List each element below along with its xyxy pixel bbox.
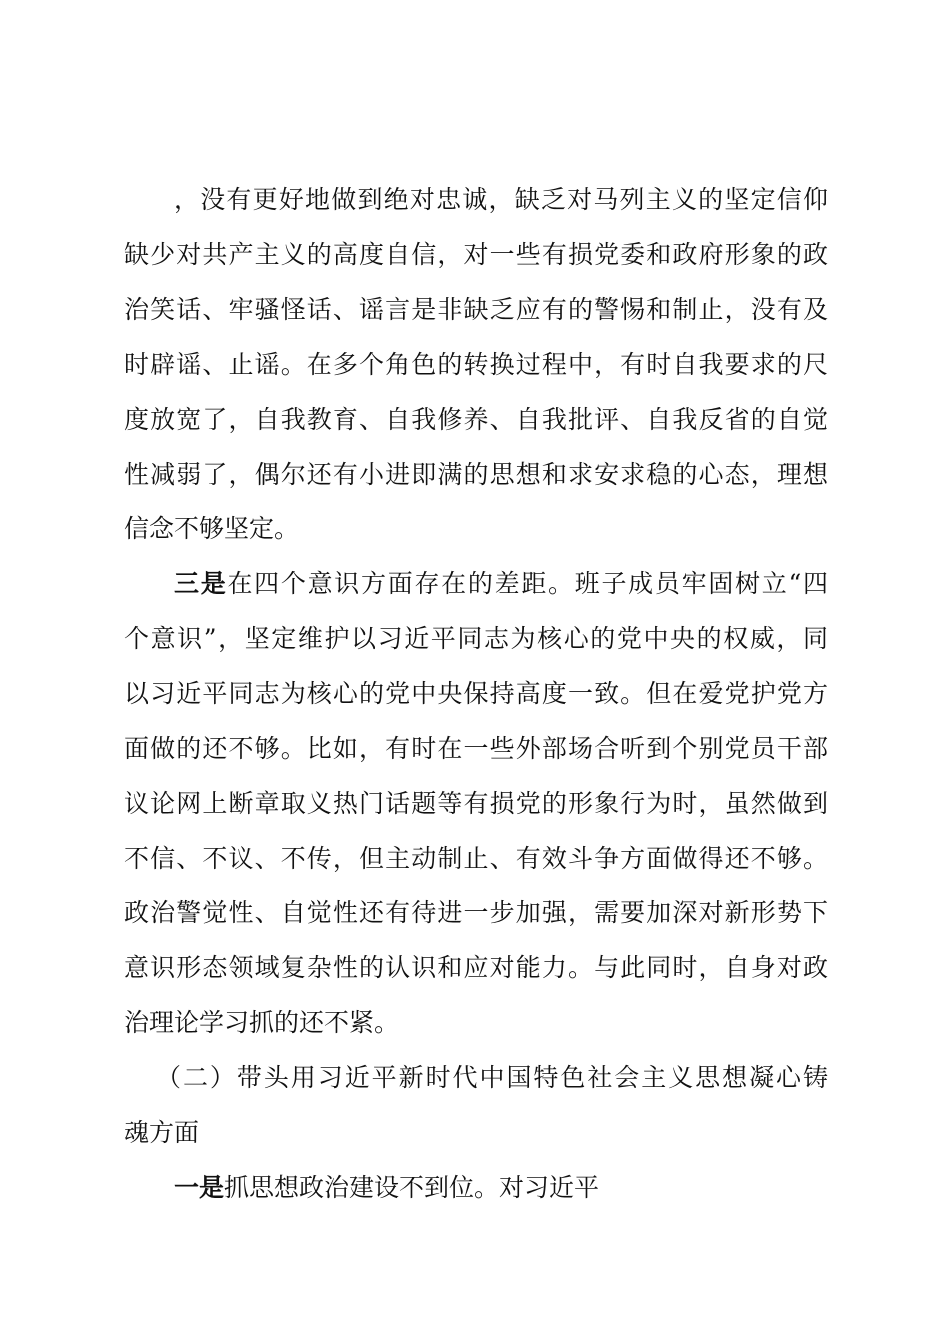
paragraph-line <box>124 839 828 879</box>
paragraph-line <box>124 455 828 495</box>
paragraph-line <box>124 619 828 659</box>
paragraph-line <box>124 345 828 385</box>
line-text: 性减弱了，偶尔还有小进即满的思想和求安求稳的心态，理想 <box>124 460 828 489</box>
heading-text: 魂方面 <box>124 1118 200 1147</box>
section-heading-line <box>124 1113 828 1153</box>
paragraph-line <box>174 564 828 604</box>
line-text: 议论网上断章取义热门话题等有损党的形象行为时，虽然做到 <box>124 789 828 818</box>
paragraph-line <box>124 509 828 549</box>
paragraph-line <box>124 1003 828 1043</box>
paragraph-line <box>124 290 828 330</box>
bold-lead: 一是 <box>174 1173 225 1202</box>
line-text: 在四个意识方面存在的差距。班子成员牢固树立“四 <box>227 569 828 598</box>
line-text: 以习近平同志为核心的党中央保持高度一致。但在爱党护党方 <box>124 679 828 708</box>
line-text: 治笑话、牢骚怪话、谣言是非缺乏应有的警惕和制止，没有及 <box>124 295 828 324</box>
line-text: 个意识”，坚定维护以习近平同志为核心的党中央的权威，同 <box>124 624 828 653</box>
paragraph-line <box>124 948 828 988</box>
line-text: 度放宽了，自我教育、自我修养、自我批评、自我反省的自觉 <box>124 405 828 434</box>
heading-text: （二）带头用习近平新时代中国特色社会主义思想凝心铸 <box>156 1063 828 1092</box>
line-text: 面做的还不够。比如，有时在一些外部场合听到个别党员干部 <box>124 734 828 763</box>
paragraph-line <box>124 784 828 824</box>
paragraph-line <box>124 235 828 275</box>
line-text: 不信、不议、不传，但主动制止、有效斗争方面做得还不够。 <box>124 844 828 873</box>
line-text: 抓思想政治建设不到位。对习近平 <box>224 1173 600 1202</box>
line-text: 信念不够坚定。 <box>124 514 300 543</box>
paragraph-line <box>124 893 828 933</box>
line-text: 政治警觉性、自觉性还有待进一步加强，需要加深对新形势下 <box>124 898 828 927</box>
paragraph-line <box>174 1168 828 1208</box>
line-text: 意识形态领域复杂性的认识和应对能力。与此同时，自身对政 <box>124 953 828 982</box>
paragraph-line <box>174 180 828 220</box>
section-heading-line <box>156 1058 828 1098</box>
bold-lead: 三是 <box>174 569 228 598</box>
paragraph-line <box>124 674 828 714</box>
paragraph-line <box>124 400 828 440</box>
paragraph-line <box>124 729 828 769</box>
line-text: 治理论学习抓的还不紧。 <box>124 1008 400 1037</box>
line-text: ，没有更好地做到绝对忠诚，缺乏对马列主义的坚定信仰 <box>174 185 828 214</box>
line-text: 缺少对共产主义的高度自信，对一些有损党委和政府形象的政 <box>124 240 828 269</box>
line-text: 时辟谣、止谣。在多个角色的转换过程中，有时自我要求的尺 <box>124 350 828 379</box>
